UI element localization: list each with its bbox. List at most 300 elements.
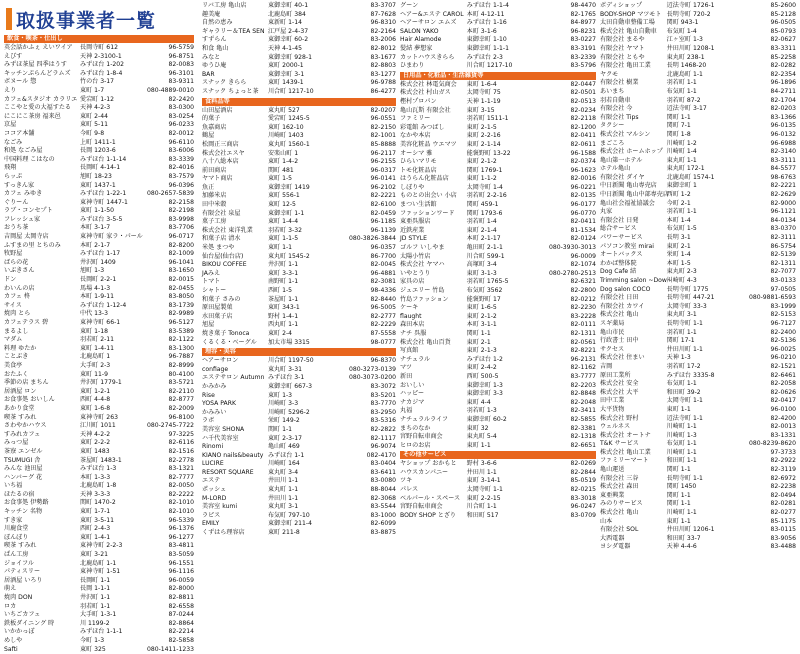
phone-number: 83-1366 [770, 113, 796, 121]
address: 川合町 599-1 [466, 252, 505, 260]
business-name: すき家 [4, 516, 23, 524]
phone-number: 83-3339 [168, 155, 194, 163]
phone-number: 82-2629 [770, 191, 796, 199]
address: 東町 2-1-14 [466, 140, 501, 148]
listing-row [4, 568, 194, 577]
phone-number: 82-0207 [370, 106, 396, 114]
listing-row [4, 439, 194, 448]
address: 羽若町 1-4 [466, 218, 497, 226]
business-name: 吉岡屋 太岡寺店 [4, 233, 49, 241]
business-name: あいまち [600, 87, 625, 95]
address: 天神 3-3-3 [80, 490, 111, 498]
phone-number: 82-8777 [168, 396, 194, 404]
address: 東町 2-3-17 [267, 434, 302, 442]
business-name: 和菓子店 清水 [202, 235, 241, 243]
business-name: 魚嘉商店 [202, 123, 227, 131]
address: 布気町 1-1 [666, 380, 697, 388]
address: 江ヶ室町 1-3 [666, 36, 703, 44]
phone-number: 82-2110 [168, 387, 194, 395]
listing-row [202, 2, 396, 11]
listing-row [600, 423, 796, 432]
address: 川崎町 1403 [267, 132, 304, 140]
address: 関町 1793-6 [466, 209, 503, 217]
business-name: 丸福 [400, 407, 413, 415]
listing-row [4, 603, 194, 612]
address: みずほ台 1-3 [80, 465, 117, 473]
address: 関町 17-1 [666, 337, 695, 345]
phone-number: 82-0050 [168, 482, 194, 490]
phone-number: 82-0611 [570, 140, 596, 148]
phone-number: 96-5127 [168, 319, 194, 326]
address: 東丸町 3-1 [267, 503, 299, 511]
business-name: SALON YAKO [400, 27, 439, 35]
address: 東御幸町 1-10 [466, 36, 507, 44]
phone-number: 83-0370 [770, 225, 796, 233]
phone-number: 82-1074 [570, 261, 596, 269]
listing-row [600, 140, 796, 149]
business-name: マツ [400, 364, 413, 372]
listing-row [202, 11, 396, 20]
listing-row [202, 19, 396, 28]
phone-number: 96-0770 [570, 209, 596, 217]
address: 羽若町 87-2 [666, 96, 701, 104]
listing-row [4, 96, 194, 105]
listing-row [4, 190, 194, 199]
business-name: あかり食堂 [4, 404, 35, 412]
business-name: フレッシュ家 [4, 215, 41, 223]
address: 東町 211-8 [267, 529, 300, 537]
address: 東町 1-2-1 [80, 387, 111, 395]
address: 本町 2-1-7 [80, 241, 111, 249]
business-name: ふすまの里 とちのみ [4, 241, 61, 249]
phone-number: 82-9989 [168, 310, 194, 318]
phone-number: 82-8803 [370, 62, 396, 70]
listing-row [600, 131, 796, 140]
address: 今町 9-8 [80, 129, 105, 137]
address: 加太市場 3315 [267, 338, 310, 346]
business-name: T&K サービス [600, 440, 639, 448]
phone-number: 82-2777 [370, 312, 396, 320]
phone-number: 98-6763 [770, 173, 796, 181]
address: 東町 1-1 [466, 441, 491, 449]
address: 東町 3-14-1 [466, 477, 501, 485]
business-name: お食事処 伊勢路 [4, 499, 49, 507]
business-name: 宮野自転車商会 [400, 503, 443, 511]
phone-number: 82-8999 [168, 361, 194, 369]
listing-row [202, 235, 396, 244]
business-name: 写真館 [400, 347, 419, 355]
address: 東神寺町 1447-1 [80, 198, 128, 206]
listing-row [600, 432, 796, 441]
phone-number: 82-6461 [770, 371, 796, 379]
phone-number: 85-2600 [770, 2, 796, 9]
address: 本町 1-9-11 [80, 293, 115, 301]
listing-row [202, 469, 396, 478]
business-name: ホテル亀山 [600, 165, 631, 173]
listing-row [4, 224, 194, 233]
listing-row [202, 54, 396, 63]
phone-number: 82-8440 [370, 295, 396, 303]
phone-number: 83-1331 [770, 431, 796, 439]
listing-row [400, 253, 596, 262]
phone-number: 83-9056 [770, 534, 796, 542]
phone-number: 96-1376 [168, 525, 194, 533]
listing-row [400, 278, 596, 287]
address: 東町 1-18 [80, 327, 108, 335]
business-name: エステサロン Autumn [202, 374, 265, 382]
business-name: 行政書士 田中 [600, 337, 639, 345]
business-name: 有限会社 カワイ [600, 302, 645, 310]
listing-row [600, 372, 796, 381]
listing-row [400, 218, 596, 227]
phone-number: 96-2131 [570, 355, 596, 363]
address: 東丸町 527 [267, 106, 300, 114]
phone-number: 82-1010 [168, 508, 194, 516]
business-name: 株式会社エスヤ [202, 149, 245, 157]
phone-number: 82-6100 [370, 201, 396, 209]
phone-number: 82-1001 [370, 132, 396, 140]
column-1 [4, 34, 194, 654]
address: 能褒野町 13-22 [466, 149, 511, 157]
business-name: まるよし [4, 327, 29, 335]
business-name: くるくる・ベーグル [202, 338, 257, 346]
listing-row [4, 594, 194, 603]
business-name: ここやと愛の大福すたる [4, 104, 72, 112]
business-name: ぐりーん [4, 198, 29, 206]
address: 川崎町 1-4 [666, 148, 697, 156]
address: 東町 2-1 [466, 338, 491, 346]
business-name: タクシー [600, 122, 625, 130]
phone-number: 82-2420 [168, 95, 194, 103]
listing-row [600, 268, 796, 277]
phone-number: 82-2214 [168, 628, 194, 636]
address: 和田町 33-7 [666, 534, 701, 542]
address: 辺法寺町 1726-1 [666, 2, 715, 9]
address: 東町 5-11 [80, 121, 108, 129]
phone-number: 96-2102 [370, 183, 396, 191]
address: みずほ台 1-22-1 [80, 190, 127, 198]
address: 東町 12-5 [267, 201, 296, 209]
business-name: トモ化粧品店 [400, 166, 437, 174]
address: 東町 1-5 [267, 175, 293, 183]
phone-number: 83-1739 [168, 301, 194, 309]
address: 関町 1-1 [267, 425, 293, 433]
business-name: M-LORD [202, 494, 227, 502]
address: 辺法寺町 1-1 [666, 414, 703, 422]
listing-row [202, 529, 396, 538]
address: 東町 556-1 [267, 192, 300, 200]
business-name: ヤマト商店 [202, 175, 233, 183]
address: 川崎町 5296-2 [267, 408, 310, 416]
phone-number: 82-0277 [770, 509, 796, 517]
listing-row [600, 225, 796, 234]
address: 関町 7-1 [666, 122, 691, 130]
phone-number: 82-9000 [770, 199, 796, 207]
phone-number: 82-3381 [570, 424, 596, 432]
business-name: ロカ [4, 602, 17, 610]
business-name: 田中米穀 [202, 201, 227, 209]
phone-number: 82-0203 [770, 105, 796, 113]
phone-number: 82-1516 [168, 447, 194, 455]
phone-number: 82-2221 [370, 192, 396, 200]
address: 天神 4-1-45 [267, 44, 302, 52]
phone-number: 82-0083 [168, 61, 194, 69]
address: 本町 2-1-17 [466, 235, 501, 243]
listing-row [202, 486, 396, 495]
address: 関町 1-1 [666, 500, 691, 508]
address: 和田町 517 [466, 511, 499, 519]
phone-number: 82-3068 [370, 494, 396, 502]
business-name: 大西電器 [600, 534, 625, 542]
column-2 [202, 2, 396, 538]
business-name: 東亜興業 [600, 491, 625, 499]
listing-row [400, 2, 596, 11]
listing-row [600, 243, 796, 252]
listing-row [400, 364, 596, 373]
phone-number: 96-9074 [370, 443, 396, 451]
business-name: 山田屋酒店 [202, 106, 233, 114]
phone-number: 82-0627 [770, 36, 796, 44]
business-name: 有限会社 ヤマト [600, 44, 645, 52]
address: 野村 1-4-1 [267, 312, 299, 320]
listing-row [400, 132, 596, 141]
address: 川崎町 1-1 [666, 509, 697, 517]
listing-row [202, 270, 396, 279]
phone-number: 82-8012 [370, 44, 396, 52]
business-name: 株式会社 大平 [600, 388, 639, 396]
listing-row [4, 611, 194, 620]
listing-row [4, 250, 194, 259]
business-name: ぱん工房 [4, 551, 29, 559]
phone-number: 96-0247 [570, 503, 596, 511]
listing-row [400, 107, 596, 116]
phone-number: 82-2118 [570, 115, 596, 123]
phone-number: 96-0059 [168, 576, 194, 584]
listing-row [400, 477, 596, 486]
business-name: 樫村プロパン [400, 97, 437, 105]
phone-number: 96-0025 [770, 345, 796, 353]
listing-row [4, 585, 194, 594]
business-name: ことぶき [4, 353, 29, 361]
address: 天神 1-1-19 [466, 97, 501, 105]
listing-row [400, 313, 596, 322]
address: 関町 1-1 [466, 329, 491, 337]
business-name: YOSA PARK [202, 400, 236, 408]
business-name: いぶきさん [4, 267, 35, 275]
listing-row [202, 374, 396, 383]
address: 布気町 1-4 [666, 27, 697, 35]
business-name: いちごカフェ [4, 611, 41, 619]
listing-row [600, 294, 796, 303]
address: 羽若町 1-3 [466, 407, 497, 415]
address: 東丸町 3-1 [666, 311, 697, 319]
listing-row [202, 141, 396, 150]
listing-row [600, 36, 796, 45]
business-name: パレス [400, 486, 419, 494]
address: 川崎町 1-2 [666, 139, 697, 147]
phone-number: 96-5005 [370, 304, 396, 312]
business-name: BODY SHOP とざり [400, 511, 457, 519]
phone-number: 82-6116 [168, 439, 194, 447]
business-name: ケーキ [400, 304, 419, 312]
business-name: 京屋 [4, 121, 17, 129]
address: 東御幸町 1 [666, 182, 697, 190]
listing-row [202, 107, 396, 116]
business-name: まちのなか [400, 424, 431, 432]
phone-number: 96-1551 [168, 559, 194, 567]
address: 上町 1411-1 [80, 138, 116, 146]
phone-number: 83-9998 [168, 215, 194, 223]
business-name: 中日新聞 亀山中部専売店 [600, 191, 669, 199]
phone-number: 85-2258 [770, 53, 796, 61]
listing-row [600, 363, 796, 372]
phone-number: 96-7127 [770, 319, 796, 327]
listing-row [4, 44, 194, 53]
business-name: ファミリー [400, 115, 431, 123]
business-name: みんな 池田屋 [4, 465, 43, 473]
listing-row [400, 115, 596, 124]
listing-row [600, 415, 796, 424]
listing-row [4, 61, 194, 70]
listing-row [400, 356, 596, 365]
business-name: 株式会社 林電気商会 [400, 80, 457, 88]
listing-row [400, 347, 596, 356]
address: 川崎町 164 [267, 460, 300, 468]
phone-number: 82-3111 [770, 234, 796, 242]
listing-row [202, 313, 396, 322]
address: みずほ台 1-16 [466, 19, 507, 27]
listing-row [202, 426, 396, 435]
address: 本町 1-3-3 [80, 473, 111, 481]
address: 東町 1-1-2 [466, 175, 497, 183]
listing-row [400, 45, 596, 54]
address: 井田川 1-1 [466, 468, 497, 476]
address: 西町 1-5 [267, 287, 293, 294]
address: 東町 1-7 [80, 86, 105, 94]
business-name: オートバックス [600, 251, 643, 259]
section-header: 日用品・化粧品・生活雑貨等 [400, 72, 596, 80]
phone-number: 82-2844 [570, 468, 596, 476]
address: 江川町 1011 [80, 422, 116, 430]
address: 東町 3-5-11 [80, 516, 115, 524]
business-name: 美容室 kumi [202, 503, 238, 511]
address: 東町 2-44 [80, 112, 108, 120]
phone-number: 82-6972 [770, 474, 796, 482]
phone-number: 82-8811 [168, 594, 194, 601]
business-name: ハ千代美容室 [202, 434, 239, 442]
business-name: Rise [202, 391, 215, 399]
phone-number: 97-3225 [168, 430, 194, 438]
business-name: いかかっぽ [4, 628, 35, 636]
address: 井田川 1-1 [267, 494, 299, 502]
address: 栄町 1-4 [666, 251, 691, 259]
phone-number: 82-1162 [570, 364, 596, 372]
business-name: Dog salon COCO [600, 285, 651, 293]
business-name: TSUMUGI 舎 [4, 456, 41, 464]
address: 天神 4-4-6 [666, 543, 697, 551]
address: 東町 2-1-5 [466, 123, 497, 131]
address: 関町 943-1 [666, 19, 699, 27]
business-name: BIKOU COFFEE [202, 261, 247, 269]
business-name: 茶寮 エンゼル [4, 447, 43, 455]
address: みずほ台 1-1-14 [80, 155, 127, 163]
business-name: ナカジマ [400, 398, 425, 406]
address: 東町 1-4-2 [267, 158, 299, 166]
business-name: 和処 なごみ屋 [4, 147, 43, 155]
business-name: 有限会社 樹業 [600, 79, 639, 87]
address: 関町 1-1 [666, 491, 691, 499]
listing-row [202, 210, 396, 219]
address: 関町 1-1 [666, 113, 691, 121]
address: 長明寺町 447-21 [666, 294, 715, 302]
phone-number: 82-8221 [570, 347, 596, 355]
listing-row [4, 276, 194, 285]
business-name: スナック ちょっと茶 [202, 87, 259, 95]
phone-number: 83-3111 [770, 156, 796, 164]
phone-number: 82-0459 [370, 209, 396, 217]
listing-row [4, 525, 194, 534]
business-name: 和菓子 さみの [202, 295, 241, 303]
listing-row [400, 167, 596, 176]
address: 竹の台 3-17 [80, 78, 115, 86]
address: 東町 2-4-2 [466, 364, 497, 372]
address: 東町 1-4-4 [267, 218, 299, 226]
address: 本町 3-1-7 [80, 224, 111, 232]
listing-row [202, 167, 396, 176]
address: 東丸町 2-3 [666, 268, 697, 276]
address: 東丸町 1-1 [666, 156, 697, 164]
address: 東町 1-6-5 [466, 304, 497, 312]
business-name: らッぷ [4, 172, 23, 180]
address: 東町 2-2-15 [466, 494, 501, 502]
phone-number: 080-1411-1233 [146, 645, 194, 653]
section-header: 理容・美容 [202, 348, 396, 356]
address: 本町 1-4 [666, 216, 691, 224]
phone-number: 83-0254 [168, 112, 194, 120]
listing-row [202, 150, 396, 159]
business-name: 株式会社 亀山自動車 [600, 27, 657, 35]
address: 東町 2-1-2 [466, 158, 497, 166]
address: 辺法寺町 3-17 [666, 105, 707, 113]
business-name: 山本 [600, 517, 613, 525]
listing-row [400, 244, 596, 253]
phone-number: 96-0357 [370, 244, 396, 252]
listing-row [4, 121, 194, 130]
phone-number: 82-2822 [370, 425, 396, 433]
business-name: ナチュラル [400, 355, 431, 363]
phone-number: 96-1041 [168, 258, 194, 266]
address: 長岡町 4-14-1 [80, 164, 121, 172]
address: 和田町 1-1 [666, 457, 697, 465]
listing-row [600, 19, 796, 28]
business-name: パティスリー [4, 568, 41, 576]
address: 本町 1-5 [666, 259, 691, 267]
phone-number: 83-7706 [168, 224, 194, 232]
address: 東町 1-3 [267, 391, 293, 399]
business-name: 株式会社 亀山百貨 [400, 338, 451, 346]
address: 東神寺町 2-2-3 [80, 542, 123, 550]
address: 東町 1-1 [666, 405, 691, 413]
address: 愛宕町 1245-5 [267, 115, 310, 123]
address: 関町 1450 [666, 483, 697, 491]
business-name: 亀山第一ホテル [600, 156, 643, 164]
phone-number: 96-9788 [370, 79, 396, 87]
phone-number: 82-0124 [570, 235, 596, 243]
business-name: 中国料理 こはなの [4, 155, 55, 163]
address: 太岡寺町 1-1 [466, 486, 503, 494]
listing-row [4, 233, 194, 242]
address: 東町 2-1-3 [466, 347, 497, 355]
